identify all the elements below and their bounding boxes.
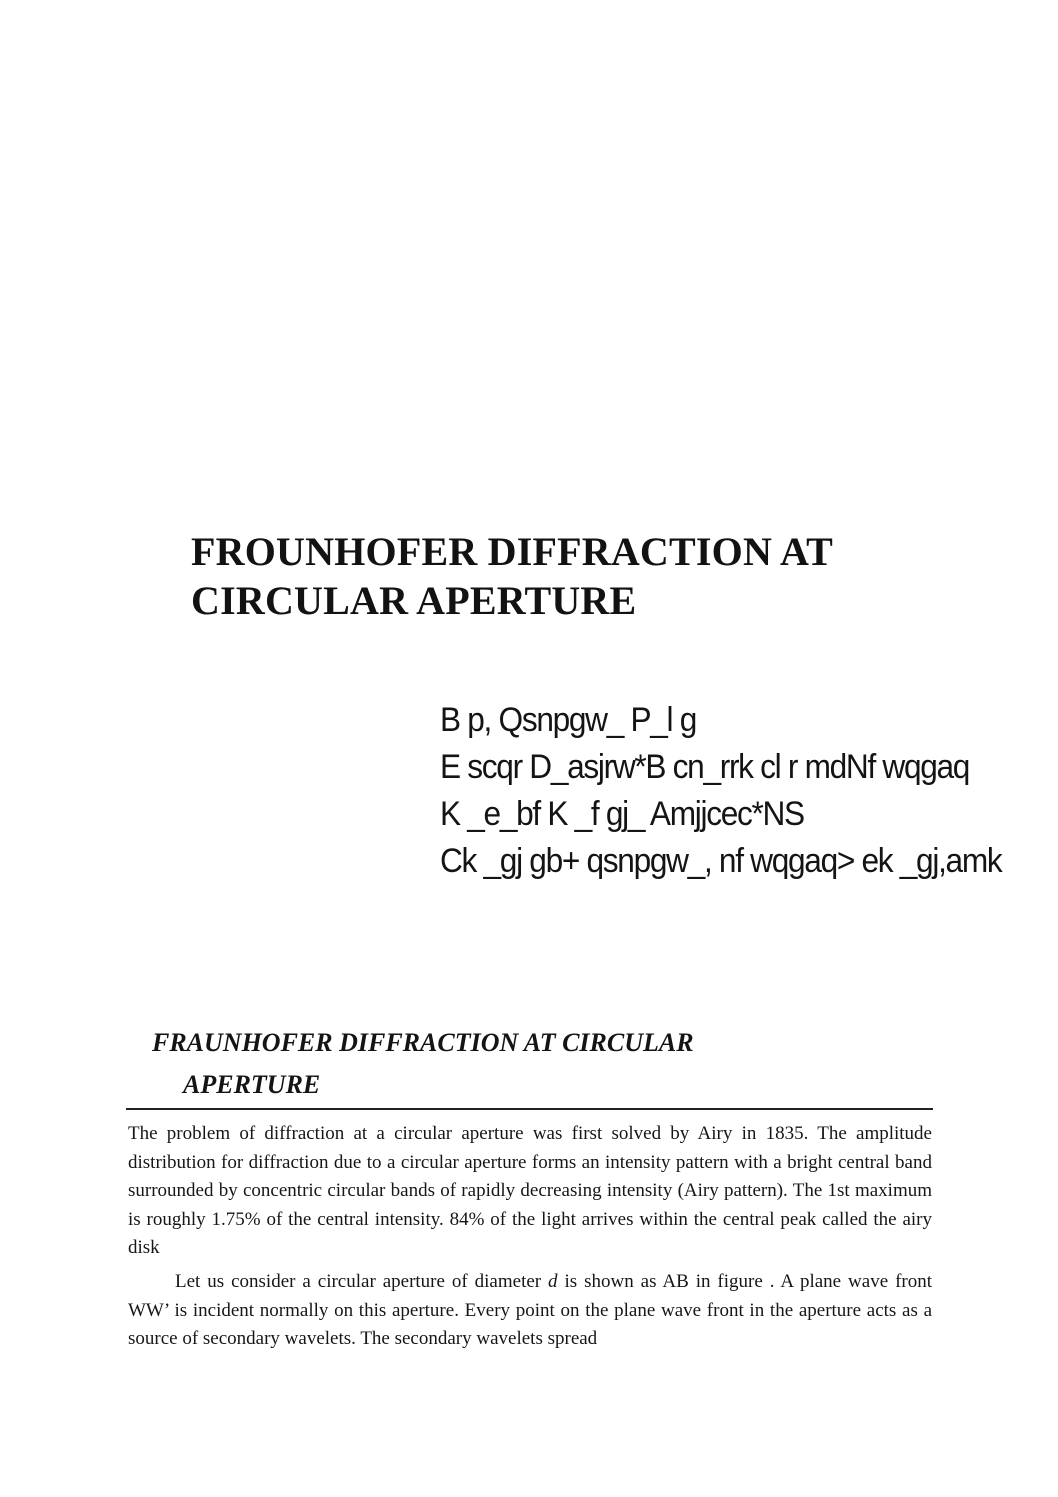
author-affiliation-block [440,697,1044,885]
section-divider [126,1108,933,1110]
diameter-variable: d [548,1271,558,1292]
section-heading-line-2: APERTURE [183,1070,321,1099]
author-affiliation-line-2: K _e_bf K _f gj_ Amjjcec*NS [440,795,804,833]
author-email: Ck _gj gb+ qsnpgw_, nf wqgaq> ek _gj,amk [440,842,1002,880]
paper-title-line-2: CIRCULAR APERTURE [191,578,637,623]
body-paragraph-1: The problem of diffraction at a circular aperture was first solved by Airy in 1835. The amplitude distribution for diffraction due to a circular aperture forms an intensity pattern with a bright central band surrounded by concentric circular bands of rapidly decreasing intensity (Airy pattern). The 1st maximum is roughly 1.75% of the central intensity. 84% of the light arrives within the central peak called the airy disk [128,1123,932,1258]
body-paragraph-2 [128,1268,932,1354]
author-affiliation-line-1: E scqr D_asjrw*B cn_rrk cl r mdNf wqgaq [440,748,970,786]
paragraph-2-text-start: Let us consider a circular aperture of diameter [175,1271,549,1292]
paper-title-line-1: FROUNHOFER DIFFRACTION AT [191,529,834,574]
section-heading [152,1022,694,1106]
paragraph-2-text-rest: is shown as AB in figure . A plane wave front WW’ is incident normally on this aperture. Every point on the plane wave front in the aperture acts as a source of secondary wavelets. The secondary wavelets spread [128,1271,932,1349]
section-heading-line-1: FRAUNHOFER DIFFRACTION AT CIRCULAR [152,1028,694,1057]
author-name: B p, Qsnpgw_ P_l g [440,701,697,739]
paper-title [191,527,833,625]
